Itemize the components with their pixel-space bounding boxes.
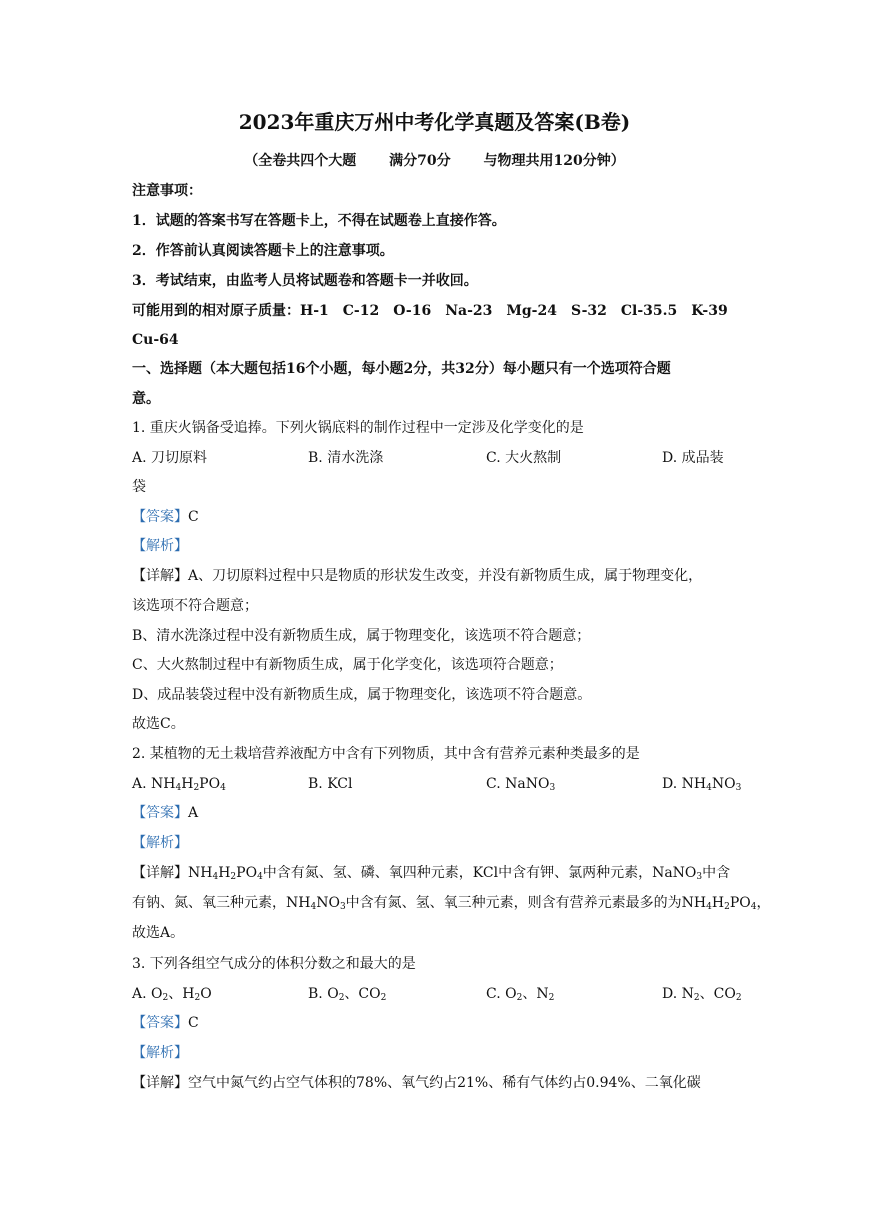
note-item: 3．考试结束，由监考人员将试题卷和答题卡一并收回。 <box>132 273 478 289</box>
q1-detail-line: B、清水洗涤过程中没有新物质生成，属于物理变化，该选项不符合题意； <box>132 628 591 644</box>
formula-nano3: NaNO$_3$ <box>505 776 556 793</box>
q2-option-a <box>132 774 226 794</box>
q3-analysis-tag: 【解析】 <box>132 1045 188 1061</box>
q3-option-d: D. $N_2$、$CO_2$ <box>662 986 742 1003</box>
detail-tag: 【详解】 <box>132 865 188 881</box>
option-label: A. <box>132 776 152 792</box>
q1-option-d-wrap: 袋 <box>132 479 146 495</box>
section-heading-cont: 意。 <box>132 391 160 407</box>
q1-option-a: A. 刀切原料 <box>132 450 208 466</box>
q2-option-b <box>308 774 352 794</box>
option-label: A. <box>132 986 152 1002</box>
note-item: 2．作答前认真阅读答题卡上的注意事项。 <box>132 243 394 259</box>
detail-tag: 【详解】 <box>132 1075 188 1091</box>
question-2-stem: 2. 某植物的无土栽培营养液配方中含有下列物质，其中含有营养元素种类最多的是 <box>132 746 640 762</box>
q2-option-c <box>486 774 555 794</box>
q1-detail <box>132 566 702 586</box>
q3-option-a: A. $O_2$、$H_2O$ <box>132 986 212 1003</box>
answer-tag: 【答案】 <box>132 509 188 525</box>
detail-text: 空气中氮气约占空气体积的78%、氧气约占21%、稀有气体约占0.94%、二氧化碳 <box>188 1075 701 1091</box>
q1-detail-line: C、大火熬制过程中有新物质生成，属于化学变化，该选项符合题意； <box>132 657 563 673</box>
option-label: D. <box>662 776 682 792</box>
question-3-stem: 3. 下列各组空气成分的体积分数之和最大的是 <box>132 956 416 972</box>
formula-nh4h2po4: $NH_4H_2PO_4$ <box>151 776 226 793</box>
section-heading: 一、选择题（本大题包括16个小题，每小题2分，共32分）每小题只有一个选项符合题 <box>132 361 671 377</box>
q3-option-c: C. $O_2$、$N_2$ <box>486 986 555 1003</box>
q2-detail-line: 有钠、氮、氧三种元素，$NH_4NO_3$中含有氮、氢、氧三种元素，则含有营养元素最多的为$NH_4H_2PO_4$， <box>132 895 771 912</box>
q1-option-d: D. 成品装 <box>662 450 724 466</box>
note-item: 1．试题的答案书写在答题卡上，不得在试题卷上直接作答。 <box>132 213 506 229</box>
q3-answer <box>132 1013 199 1033</box>
q3-detail <box>132 1073 701 1093</box>
q2-option-d <box>662 774 741 794</box>
atomic-masses-cont: Cu-64 <box>132 332 179 348</box>
option-label: C. <box>486 776 506 792</box>
option-label: B. <box>308 776 328 792</box>
notes-heading: 注意事项： <box>132 183 202 199</box>
q2-detail-line: 故选A。 <box>132 925 185 941</box>
page-title: 2023年重庆万州中考化学真题及答案(B卷) <box>238 110 631 134</box>
answer-tag: 【答案】 <box>132 1015 188 1031</box>
q1-detail-line: D、成品装袋过程中没有新物质生成，属于物理变化，该选项不符合题意。 <box>132 687 592 703</box>
formula-kcl: KCl <box>327 776 353 792</box>
q1-answer <box>132 507 199 527</box>
answer-value: C <box>188 509 199 525</box>
q2-answer <box>132 803 198 823</box>
exam-subtitle <box>0 150 869 170</box>
detail-text: A、刀切原料过程中只是物质的形状发生改变，并没有新物质生成，属于物理变化， <box>188 568 703 584</box>
q1-detail-line: 故选C。 <box>132 716 185 732</box>
answer-tag: 【答案】 <box>132 805 188 821</box>
detail-tag: 【详解】 <box>132 568 188 584</box>
q3-option-b: B. $O_2$、$CO_2$ <box>308 986 387 1003</box>
option-label: C. <box>486 986 506 1002</box>
answer-value: A <box>188 805 199 821</box>
question-1-stem: 1. 重庆火锅备受追捧。下列火锅底料的制作过程中一定涉及化学变化的是 <box>132 420 584 436</box>
formula-nh4no3: $NH_4NO_3$ <box>681 776 742 793</box>
atomic-masses: 可能用到的相对原子质量：H-1 C-12 O-16 Na-23 Mg-24 S-32 Cl-35.5 K-39 <box>132 303 728 319</box>
q1-option-b: B. 清水洗涤 <box>308 450 384 466</box>
subtitle-part: 满分70分 <box>389 153 451 169</box>
q1-option-c: C. 大火熬制 <box>486 450 562 466</box>
subtitle-part: 与物理共用120分钟） <box>483 153 625 169</box>
option-label: D. <box>662 986 682 1002</box>
answer-value: C <box>188 1015 199 1031</box>
q1-detail-line: 该选项不符合题意； <box>132 598 258 614</box>
option-label: B. <box>308 986 328 1002</box>
q2-detail: 【详解】$NH_4H_2PO_4$中含有氮、氢、磷、氧四种元素，KCl中含有钾、氯两种元素，NaNO$_3$中含 <box>132 865 731 882</box>
q2-analysis-tag: 【解析】 <box>132 835 188 851</box>
q1-analysis-tag: 【解析】 <box>132 538 188 554</box>
subtitle-part: （全卷共四个大题 <box>244 153 357 169</box>
